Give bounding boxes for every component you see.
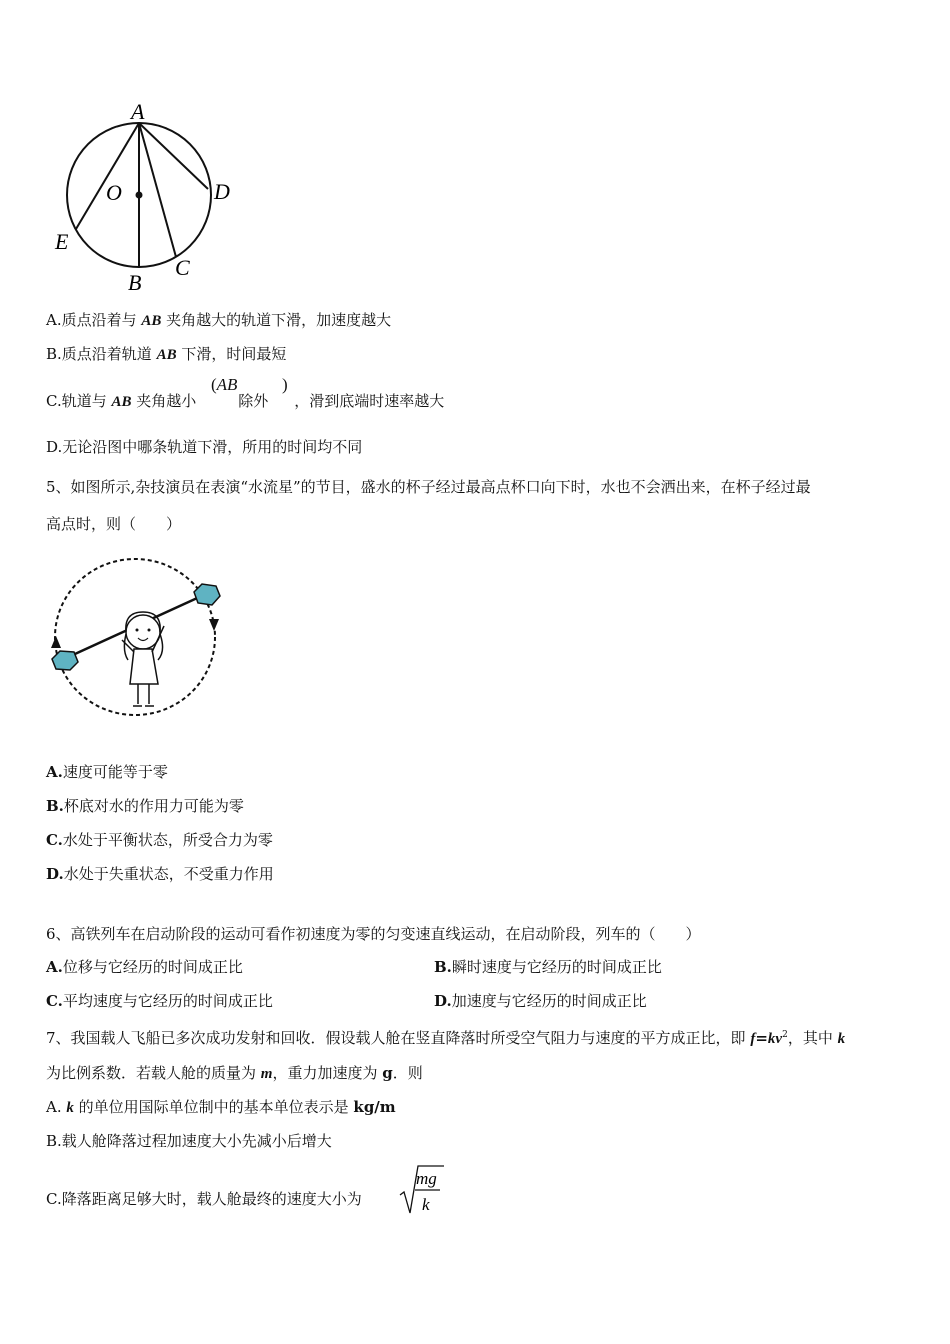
label-D: D [214,179,230,204]
option-text: 速度可能等于零 [62,763,168,781]
option-text: 瞬时速度与它经历的时间成正比 [451,958,662,976]
var-k: k [66,1100,74,1116]
text: 的单位用国际单位制中的基本单位表示是 [73,1098,354,1116]
option-letter: D. [434,992,452,1010]
var-ab: AB [216,375,238,394]
option-letter: B. [434,958,452,976]
center-dot [136,192,143,199]
text: 7、我国载人飞船已多次成功发射和回收．假设载人舱在竖直降落时所受空气阻力与速度的平方成正比，即 [46,1029,751,1047]
equals: = [755,1029,768,1047]
numerator: mg [416,1169,437,1188]
exponent: 2 [782,1030,788,1040]
performer-eye-right [148,629,151,632]
text: B.质点沿着轨道 [46,345,157,363]
option-text: 水处于失重状态，不受重力作用 [63,865,274,883]
q7-stem-line1 [46,1025,845,1049]
paren-close: ) [282,375,288,394]
q6-option-a [46,957,243,977]
var-k: k [837,1031,846,1047]
option-text: 杯底对水的作用力可能为零 [63,797,244,815]
unit: kg/m [353,1098,396,1116]
q7-stem-line2 [46,1063,423,1084]
performer-body [130,649,158,684]
text: 夹角越大的轨道下滑，加速度越大 [161,311,392,329]
label-C: C [175,255,190,280]
text: A.质点沿着与 [46,311,142,329]
q5-option-d [46,864,274,884]
option-text: 加速度与它经历的时间成正比 [451,992,647,1010]
q5-stem-line1: 5、如图所示,杂技演员在表演“水流星”的节目，盛水的杯子经过最高点杯口向下时，水也不会洒出来，在杯子经过最 [46,478,811,496]
text: A. [46,1098,67,1116]
var-g: g [382,1064,393,1082]
q4-option-a [46,310,391,331]
circle-chords-figure [46,92,246,297]
q7-option-c: C.降落距离足够大时，载人舱最终的速度大小为 [46,1190,362,1208]
q6-stem: 6、高铁列车在启动阶段的运动可看作初速度为零的匀变速直线运动，在启动阶段，列车的（ ） [46,925,701,943]
label-A: A [131,99,145,124]
text: 除外 [238,392,269,410]
q4-option-c [46,391,444,412]
q6-option-d [434,991,647,1011]
text: ，重力加速度为 [272,1064,383,1082]
option-letter: A. [46,763,63,781]
option-letter: D. [46,865,64,883]
label-E: E [55,229,69,254]
var-ab: AB [156,347,177,363]
water-meteor-figure [46,556,226,721]
performer-eye-left [136,629,139,632]
option-letter: C. [46,831,63,849]
chord-AE [76,123,139,229]
text: ，其中 [787,1029,838,1047]
cup-bottom-left [52,651,78,670]
option-letter: A. [46,958,63,976]
q5-option-a [46,762,168,782]
text: ，滑到底端时速率越大 [294,392,445,410]
text: 为比例系数．若载人舱的质量为 [46,1064,261,1082]
option-letter: B. [46,797,64,815]
label-O: O [106,180,122,205]
cup-top-right [194,584,220,605]
chord-AC [139,123,176,257]
label-B: B [128,270,142,295]
q7-option-b: B.载人舱降落过程加速度大小先减小后增大 [46,1132,332,1150]
text: 夹角越小 [131,392,197,410]
option-text: 平均速度与它经历的时间成正比 [62,992,273,1010]
q6-option-c [46,991,273,1011]
var-ab: AB [141,313,162,329]
var-f: f [750,1031,756,1047]
denominator: k [422,1195,430,1214]
paren-ab: (AB [211,375,238,394]
arrow-down-right [209,619,219,631]
text: ．则 [392,1064,423,1082]
option-text: 位移与它经历的时间成正比 [62,958,243,976]
var-kv: kv [767,1031,783,1047]
text: C.轨道与 [46,392,112,410]
sqrt-fraction [398,1163,448,1218]
text: 下滑，时间最短 [176,345,287,363]
option-text: 水处于平衡状态，所受合力为零 [62,831,273,849]
option-letter: C. [46,992,63,1010]
q5-stem-line2: 高点时，则（ ） [46,515,182,533]
performer-head [126,615,160,649]
arrow-up-left [51,636,61,648]
var-ab: AB [111,394,132,410]
q7-option-a [46,1097,396,1118]
q5-option-c [46,830,273,850]
performer-legs [133,684,154,706]
var-m: m [260,1066,273,1082]
q5-option-b [46,796,244,816]
q4-option-b [46,344,286,365]
q6-option-b [434,957,662,977]
q4-option-d: D.无论沿图中哪条轨道下滑，所用的时间均不同 [46,438,363,456]
